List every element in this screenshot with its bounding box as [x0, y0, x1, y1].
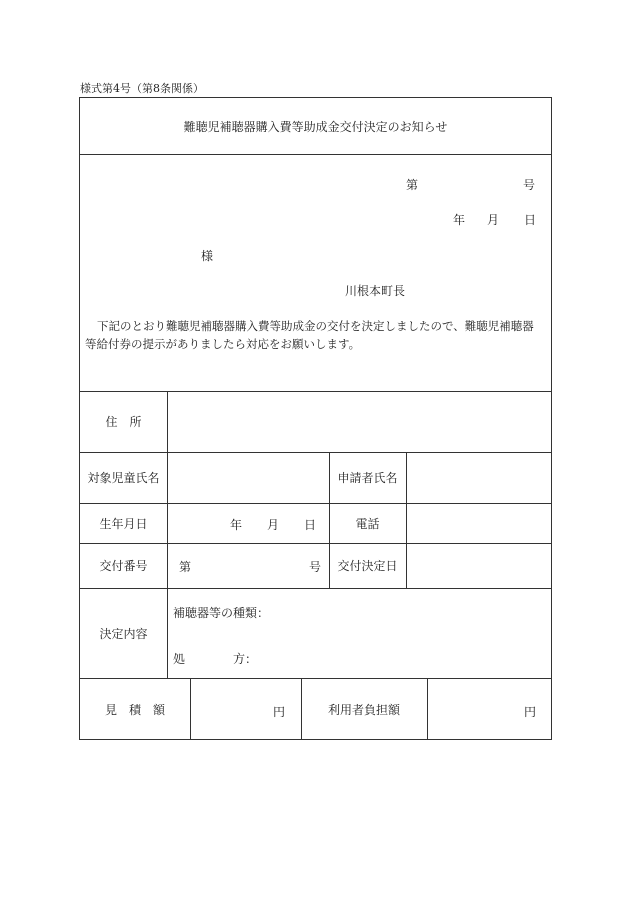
grant-number-suffix: 号 [309, 560, 322, 574]
address-label: 住 所 [105, 415, 142, 429]
document-number-prefix: 第 [406, 178, 419, 192]
user-burden-label: 利用者負担額 [327, 702, 400, 717]
issuer-name: 川根本町長 [345, 284, 406, 298]
grant-number-label: 交付番号 [99, 559, 148, 573]
divider [427, 678, 428, 740]
date-month: 月 [487, 213, 500, 227]
estimate-label: 見 積 額 [104, 702, 165, 717]
estimate-unit: 円 [273, 705, 286, 719]
notice-form [79, 97, 552, 740]
birth-day: 日 [304, 518, 317, 532]
date-day: 日 [524, 213, 537, 227]
prescription-label: 処 方： [173, 652, 258, 666]
child-name-label: 対象児童氏名 [87, 471, 160, 485]
phone-label: 電話 [355, 516, 380, 531]
birth-year: 年 [230, 518, 243, 532]
grant-number-prefix: 第 [179, 560, 192, 574]
date-year: 年 [453, 213, 466, 227]
form-number-label: 様式第4号（第8条関係） [80, 82, 204, 95]
recipient-honorific: 様 [201, 249, 214, 263]
form-title: 難聴児補聴器購入費等助成金交付決定のお知らせ [183, 119, 448, 134]
divider [80, 154, 551, 155]
birth-date-label: 生年月日 [99, 516, 148, 531]
user-burden-unit: 円 [524, 705, 537, 719]
device-type-label: 補聴器等の種類： [173, 606, 270, 620]
body-text-line-1: 下記のとおり難聴児補聴器購入費等助成金の交付を決定しましたので、難聴児補聴器 [97, 319, 534, 333]
grant-date-label: 交付決定日 [337, 559, 398, 573]
applicant-name-label: 申請者氏名 [337, 471, 398, 485]
divider [406, 452, 407, 588]
body-text-line-2: 等給付券の提示がありましたら対応をお願いします。 [85, 337, 361, 351]
birth-month: 月 [267, 518, 280, 532]
divider [167, 391, 168, 678]
decision-label: 決定内容 [99, 626, 148, 641]
divider [190, 678, 191, 740]
document-number-suffix: 号 [523, 178, 536, 192]
